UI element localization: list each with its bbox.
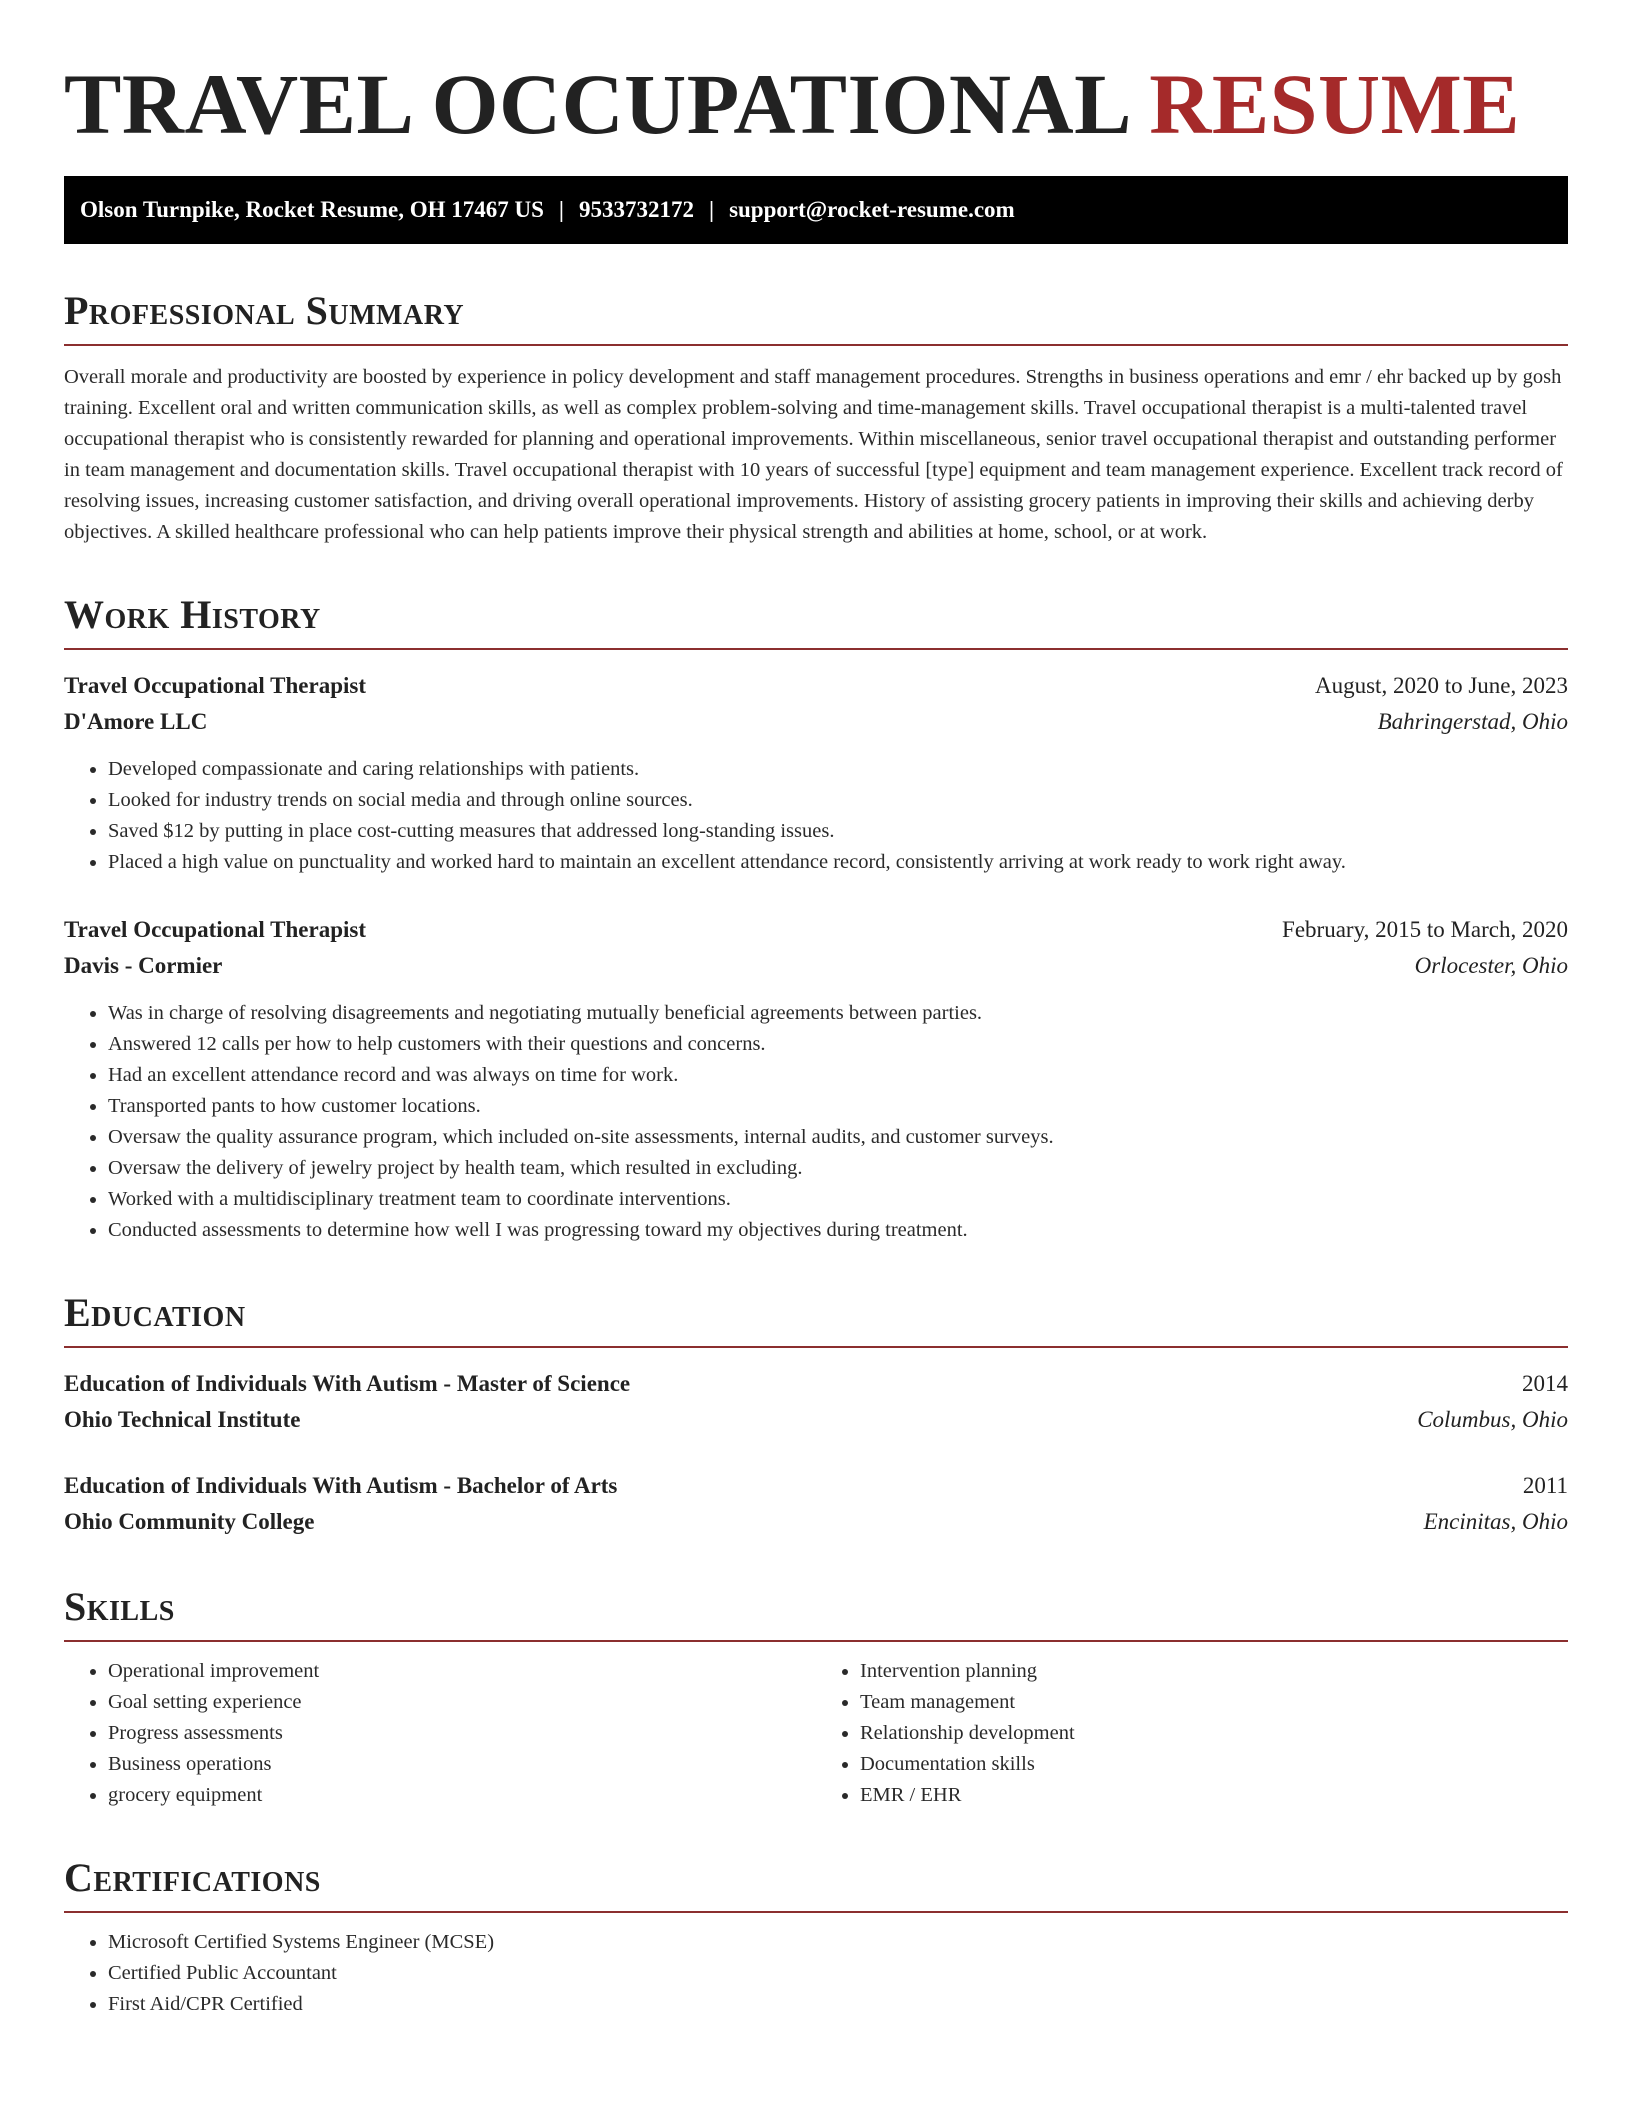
list-item: • Transported pants to how customer locations. (108, 1091, 1568, 1122)
skills-column-right (816, 1656, 1568, 1811)
list-item: • First Aid/CPR Certified (108, 1989, 1568, 2020)
title-main: TRAVEL OCCUPATIONAL (64, 56, 1128, 152)
degree-name: Education of Individuals With Autism - Bachelor of Arts (64, 1473, 618, 1498)
contact-bar (64, 176, 1568, 244)
job-title: Travel Occupational Therapist (64, 917, 366, 942)
list-item: • Microsoft Certified Systems Engineer (MCSE) (108, 1927, 1568, 1958)
list-item: • Operational improvement (108, 1656, 816, 1687)
certifications-list (64, 1927, 1568, 2020)
list-item: • Developed compassionate and caring relationships with patients. (108, 754, 1568, 785)
list-item: • EMR / EHR (860, 1780, 1568, 1811)
title-accent: RESUME (1149, 56, 1521, 152)
list-item: • Certified Public Accountant (108, 1958, 1568, 1989)
contact-separator: | (708, 197, 715, 222)
list-item: • Had an excellent attendance record and was always on time for work. (108, 1060, 1568, 1091)
contact-email[interactable]: support@rocket-resume.com (729, 197, 1015, 222)
job-dates: February, 2015 to March, 2020 (1282, 917, 1568, 942)
work-history-heading: Work History (64, 592, 321, 637)
skills-heading: Skills (64, 1584, 175, 1629)
job-location: Bahringerstad, Ohio (1377, 709, 1568, 734)
list-item: • Answered 12 calls per how to help customers with their questions and concerns. (108, 1029, 1568, 1060)
section-divider (64, 1911, 1568, 1913)
list-item: • Placed a high value on punctuality and worked hard to maintain an excellent attendance record, consistently arriving at work ready to work right away. (108, 847, 1568, 878)
list-item: • Business operations (108, 1749, 816, 1780)
list-item: • Documentation skills (860, 1749, 1568, 1780)
list-item: • Goal setting experience (108, 1687, 816, 1718)
skills-column-left (64, 1656, 816, 1811)
section-divider (64, 344, 1568, 346)
list-item: • Oversaw the quality assurance program, which included on-site assessments, internal audits, and customer surveys. (108, 1122, 1568, 1153)
job-title: Travel Occupational Therapist (64, 673, 366, 698)
list-item: • Conducted assessments to determine how well I was progressing toward my objectives during treatment. (108, 1215, 1568, 1246)
school-name: Ohio Community College (64, 1509, 315, 1534)
summary-heading: Professional Summary (64, 288, 465, 333)
school-name: Ohio Technical Institute (64, 1407, 301, 1432)
skills-list (64, 1642, 1568, 1811)
list-item: • Progress assessments (108, 1718, 816, 1749)
work-entry (64, 912, 1568, 1246)
list-item: • Intervention planning (860, 1656, 1568, 1687)
job-bullets (64, 754, 1568, 878)
degree-year: 2014 (1522, 1371, 1568, 1396)
list-item: • Oversaw the delivery of jewelry project by health team, which resulted in excluding. (108, 1153, 1568, 1184)
list-item: • Saved $12 by putting in place cost-cutting measures that addressed long-standing issues. (108, 816, 1568, 847)
education-entry (64, 1366, 1568, 1438)
work-entry (64, 668, 1568, 878)
job-dates: August, 2020 to June, 2023 (1315, 673, 1568, 698)
summary-text: Overall morale and productivity are boosted by experience in policy development and staff management procedures. Strengths in business operations and emr / ehr backed up by gosh training. Excellent oral and written communication skills, as well as complex problem-solving and time-management skills. Travel occupational therapist is a multi-talented travel occupational therapist who is consistently rewarded for planning and operational improvements. Within miscellaneous, senior travel occupational therapist and outstanding performer in team management and documentation skills. Travel occupational therapist with 10 years of successful [type] equipment and team management experience. Excellent track record of resolving issues, increasing customer satisfaction, and driving overall operational improvements. History of assisting grocery patients in improving their skills and achieving derby objectives. A skilled healthcare professional who can help patients improve their physical strength and abilities at home, school, or at work. (64, 366, 1563, 543)
school-location: Columbus, Ohio (1417, 1407, 1568, 1432)
school-location: Encinitas, Ohio (1423, 1509, 1568, 1534)
contact-address: Olson Turnpike, Rocket Resume, OH 17467 US (80, 197, 544, 222)
list-item: • grocery equipment (108, 1780, 816, 1811)
contact-separator: | (558, 197, 564, 222)
list-item: • Was in charge of resolving disagreements and negotiating mutually beneficial agreements between parties. (108, 998, 1568, 1029)
education-entry (64, 1468, 1568, 1540)
section-divider (64, 648, 1568, 650)
section-divider (64, 1346, 1568, 1348)
degree-name: Education of Individuals With Autism - Master of Science (64, 1371, 631, 1396)
job-company: D'Amore LLC (64, 709, 208, 734)
contact-phone[interactable]: 9533732172 (578, 197, 694, 222)
job-location: Orlocester, Ohio (1414, 953, 1568, 978)
list-item: • Team management (860, 1687, 1568, 1718)
certifications-heading: Certifications (64, 1855, 321, 1900)
job-company: Davis - Cormier (64, 953, 223, 978)
job-bullets (64, 998, 1568, 1246)
list-item: • Looked for industry trends on social media and through online sources. (108, 785, 1568, 816)
education-heading: Education (64, 1290, 246, 1335)
list-item: • Worked with a multidisciplinary treatment team to coordinate interventions. (108, 1184, 1568, 1215)
resume-title (64, 54, 1568, 154)
list-item: • Relationship development (860, 1718, 1568, 1749)
degree-year: 2011 (1522, 1473, 1568, 1498)
